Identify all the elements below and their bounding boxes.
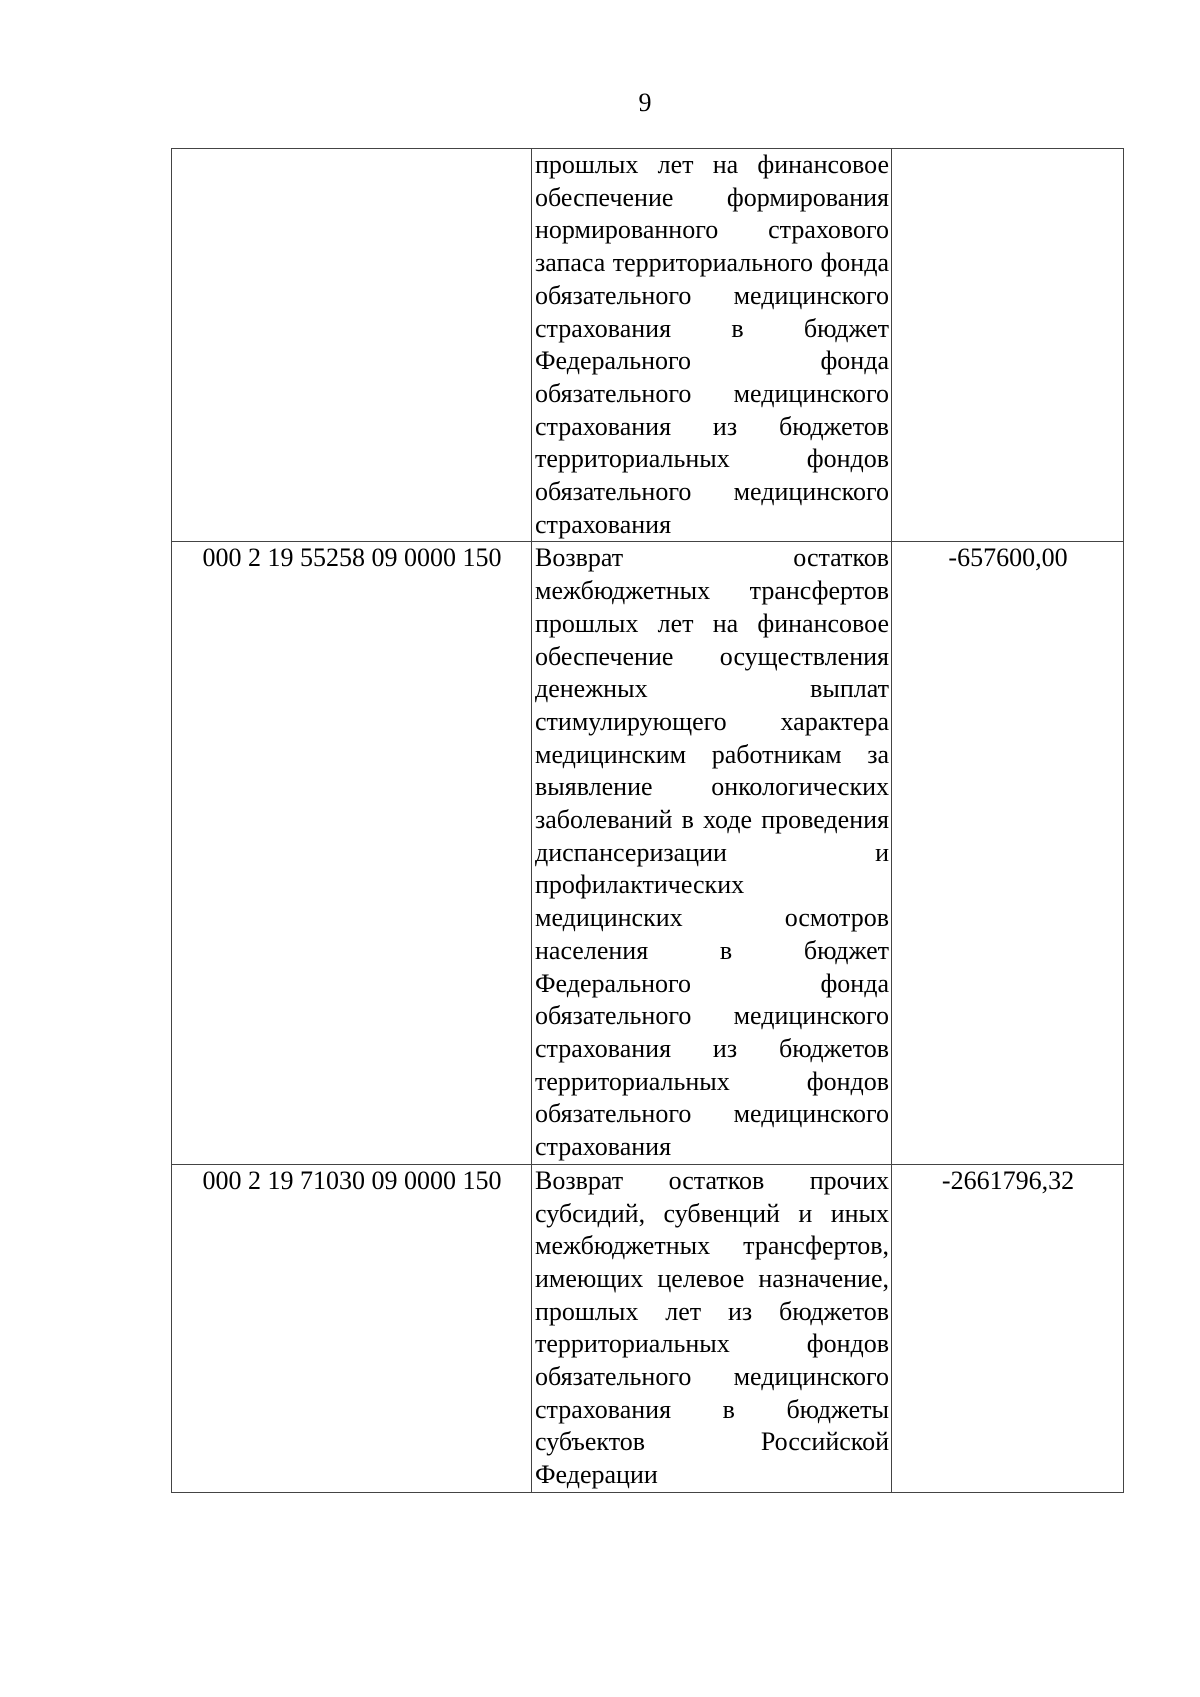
- description-cell: Возврат остатков межбюджетных трансфертов прошлых лет на финансовое обеспечение осуществления денежных выплат стимулирующего характера медицинским работникам за выявление онкологических заболеваний в ходе проведения диспансеризации и профилактических медицинских осмотров населения в бюджет Федерального фонда обязательного медицинского страхования из бюджетов территориальных фондов обязательного медицинского страхования: [532, 542, 892, 1164]
- budget-code-cell: 000 2 19 55258 09 0000 150: [172, 542, 532, 1164]
- description-cell: Возврат остатков прочих субсидий, субвенций и иных межбюджетных трансфертов, имеющих целевое назначение, прошлых лет из бюджетов территориальных фондов обязательного медицинского страхования в бюджеты субъектов Российской Федерации: [532, 1164, 892, 1492]
- amount-cell: -2661796,32: [892, 1164, 1124, 1492]
- budget-table: [171, 148, 1124, 1493]
- table-row: [172, 1164, 1124, 1492]
- budget-code-cell: [172, 149, 532, 542]
- amount-cell: -657600,00: [892, 542, 1124, 1164]
- description-cell: прошлых лет на финансовое обеспечение формирования нормированного страхового запаса территориального фонда обязательного медицинского страхования в бюджет Федерального фонда обязательного медицинского страхования из бюджетов территориальных фондов обязательного медицинского страхования: [532, 149, 892, 542]
- table-row: [172, 149, 1124, 542]
- table-row: [172, 542, 1124, 1164]
- page-number: 9: [638, 88, 652, 117]
- budget-code-cell: 000 2 19 71030 09 0000 150: [172, 1164, 532, 1492]
- amount-cell: [892, 149, 1124, 542]
